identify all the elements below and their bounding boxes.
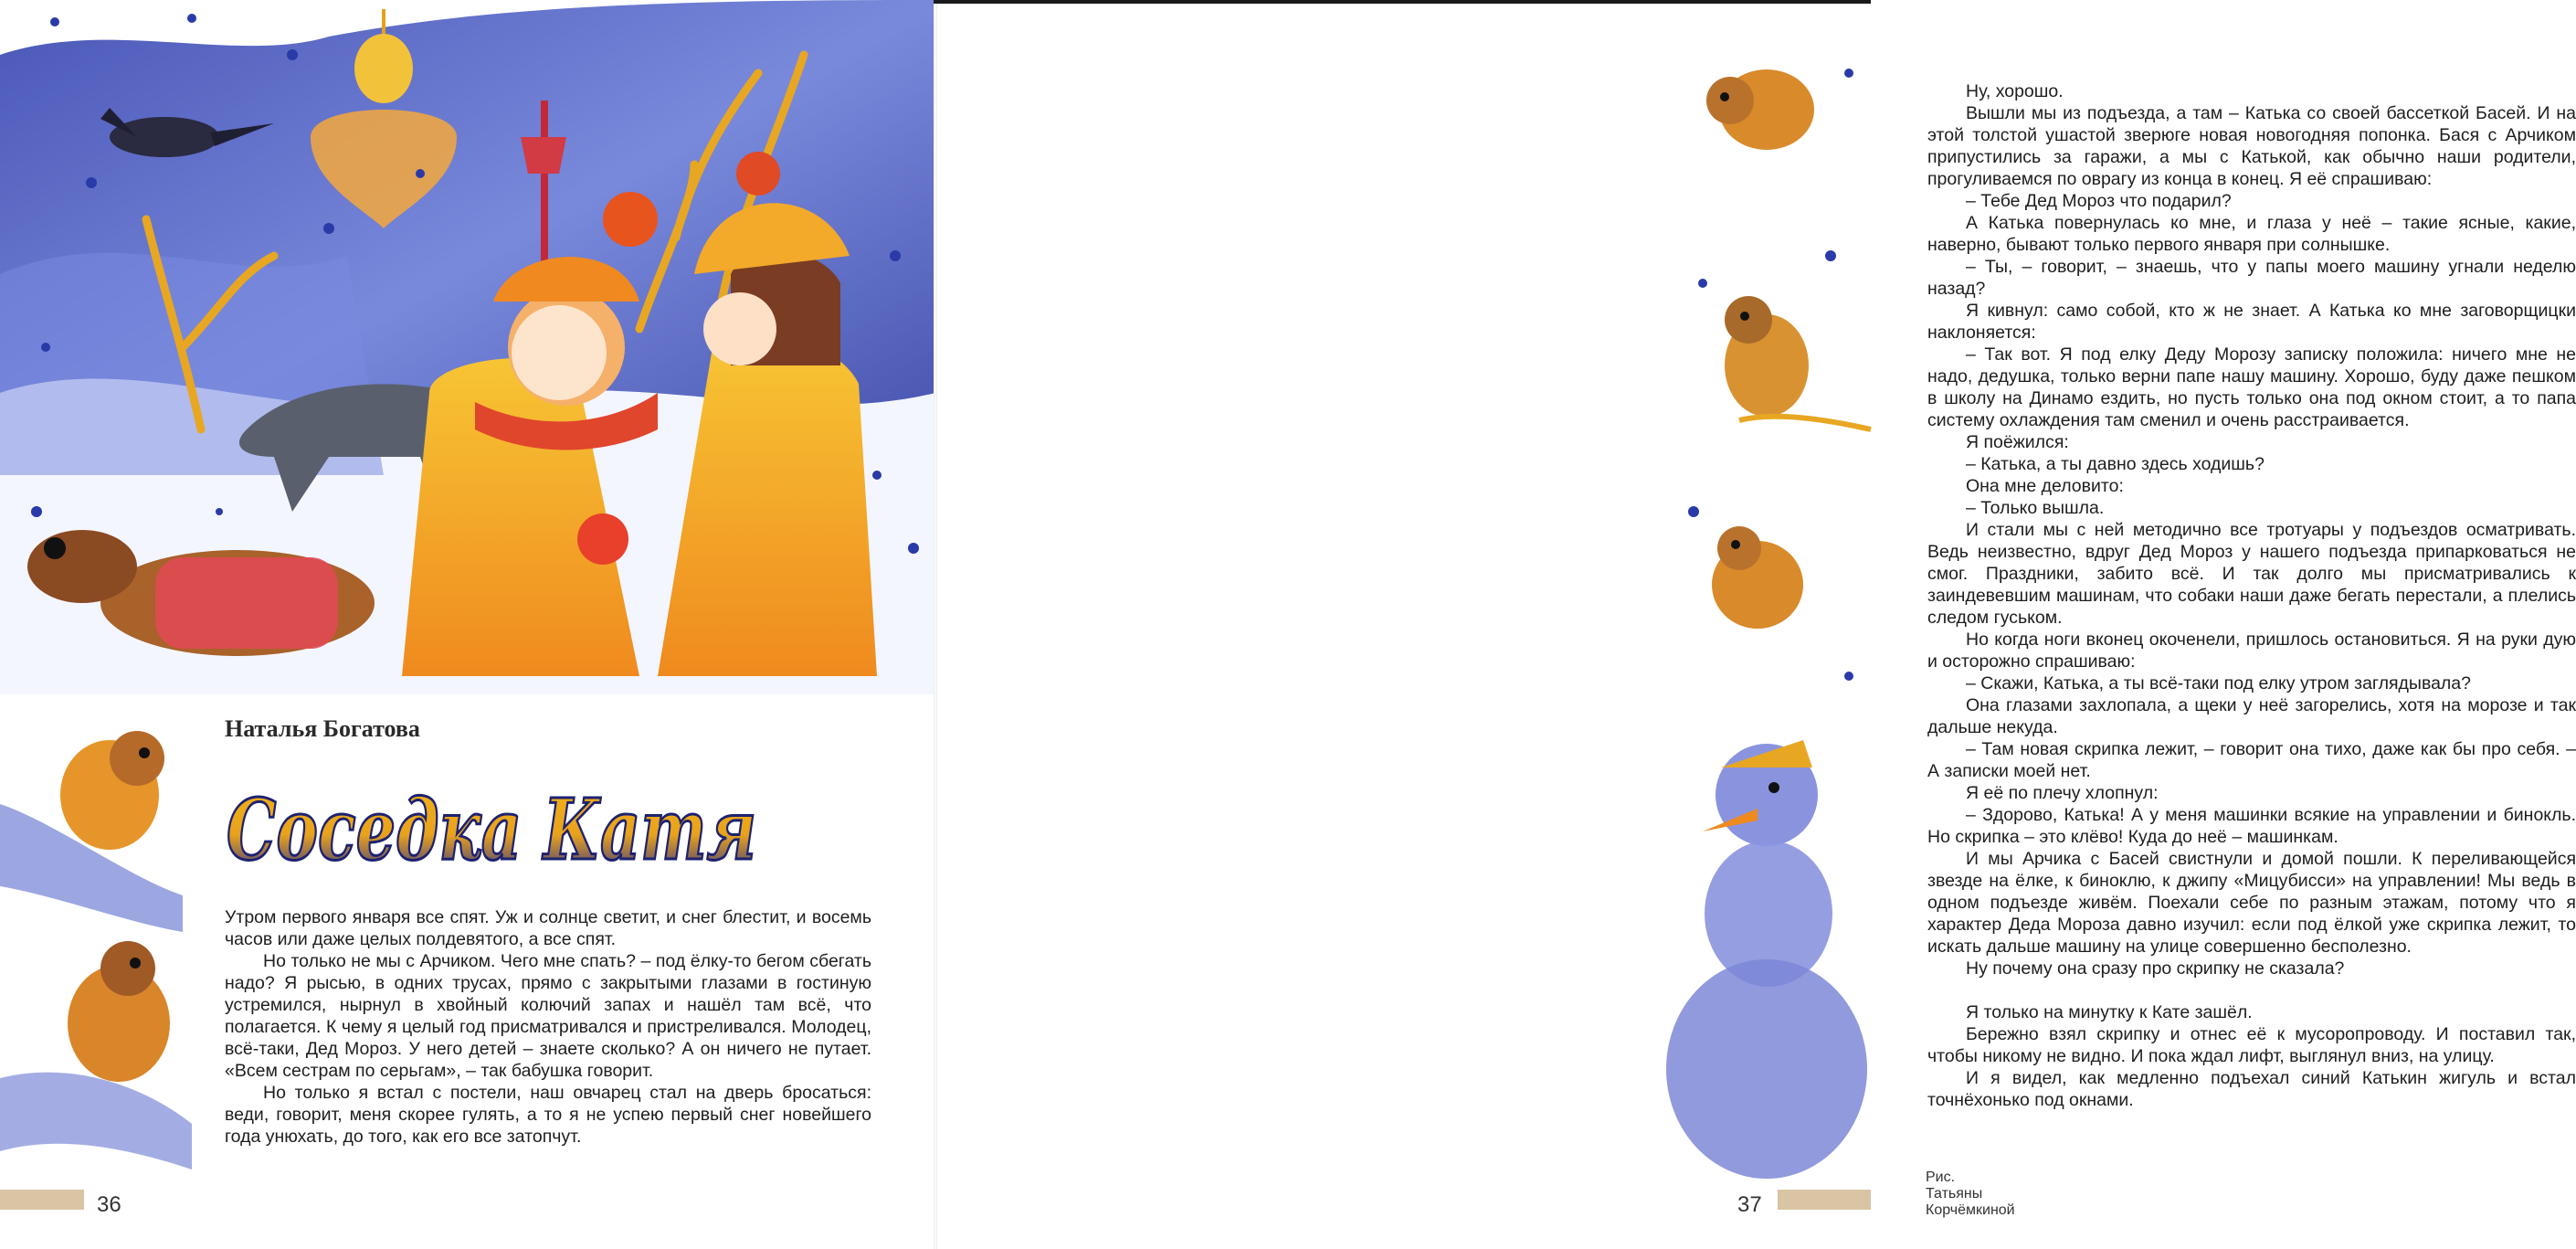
paragraph: – Катька, а ты давно здесь ходишь? [1966, 454, 2265, 474]
paragraph: Она глазами захлопала, а щеки у неё загорелись, хотя на морозе и так дальше некуда. [1927, 695, 2576, 737]
paragraph: – Здорово, Катька! А у меня машинки всякие на управлении и бинокль. Но скрипка – это клёво! Куда до неё – машинкам. [1927, 805, 2576, 847]
page-number-right: 37 [1737, 1192, 1762, 1217]
story-title [219, 758, 767, 895]
story-title-text: Соседка Катя [227, 780, 756, 879]
snowman [1666, 740, 1867, 1179]
page-tab-right [1778, 1190, 1871, 1210]
paragraph: Но только я встал с постели, наш овчарец стал на дверь бросаться: веди, говорит, меня скорее гулять, а то я не успею первый снег новейшего года унюхать, до того, как его все затопчут. [225, 1083, 871, 1147]
paragraph: Я её по плечу хлопнул: [1966, 783, 2159, 803]
winter-illustration [0, 0, 935, 694]
left-page [0, 0, 935, 1249]
author-name: Наталья Богатова [225, 715, 420, 742]
paragraph: Утром первого января все спят. Уж и солнце светит, и снег блестит, и восемь часов или даже целых полдевятого, а все спят. [225, 907, 871, 949]
robin-bird-lower [68, 941, 170, 1082]
paragraph: Ну почему она сразу про скрипку не сказала? [1966, 958, 2345, 979]
paragraph: – Так вот. Я под елку Деду Морозу записку положила: ничего мне не надо, дедушка, только верни папе нашу машину. Хорошо, буду даже пешком в школу на Динамо ездить, но пусть только она под окном стоит, а то папа систему охлаждения там сменил и очень расстраивается. [1927, 344, 2576, 430]
paragraph: Я поёжился: [1966, 432, 2069, 452]
left-body-text [225, 906, 871, 1148]
paragraph: Ну, хорошо. [1966, 81, 2064, 101]
sparrow-bird-2 [1725, 296, 1871, 429]
paragraph: Вышли мы из подъезда, а там – Катька со своей бассеткой Басей. И на этой толстой ушастой зверюге новая новогодняя попонка. Бася с Арчиком припустились за гаражи, а мы с Катькой, как обычно наши родители, прогуливаемся по оврагу из конца в конец. Я её спрашиваю: [1927, 103, 2576, 189]
paragraph: Но когда ноги вконец окоченели, пришлось остановиться. Я на руки дую и осторожно спрашиваю: [1927, 630, 2576, 672]
paragraph: Я кивнул: само собой, кто ж не знает. А Катька ко мне заговорщицки наклоняется: [1927, 301, 2576, 343]
paragraph: – Тебе Дед Мороз что подарил? [1966, 191, 2232, 211]
right-birds-decoration [1666, 37, 1871, 1188]
paragraph: Она мне деловито: [1966, 476, 2124, 496]
right-body-text [1927, 80, 2576, 1111]
paragraph: И я видел, как медленно подъехал синий Катькин жигуль и встал точнёхонько под окнами. [1927, 1068, 2576, 1110]
sparrow-bird-3 [1712, 526, 1803, 629]
sparrow-bird-1 [1706, 69, 1814, 150]
illustration-credit: Рис. Татьяны Корчёмкиной [1926, 1170, 2015, 1218]
paragraph: Бережно взял скрипку и отнес её к мусоропроводу. И поставил так, чтобы никому не видно. И пока ждал лифт, выглянул вниз, на улицу. [1927, 1024, 2576, 1066]
page-tab-left [0, 1190, 84, 1210]
paragraph: – Только вышла. [1966, 498, 2105, 518]
paragraph: И стали мы с ней методично все тротуары у подъездов осматривать. Ведь неизвестно, вдруг Дед Мороз у нашего подъезда припарковаться не смог. Праздники, забито всё. И так долго мы присматривались к заиндевевшим машинам, что собаки наши даже бегать перестали, а плелись следом гуськом. [1927, 520, 2576, 628]
paragraph: – Скажи, Катька, а ты всё-таки под елку утром заглядывала? [1966, 673, 2471, 693]
robin-bird-upper [60, 731, 164, 850]
paragraph: Я только на минутку к Кате зашёл. [1966, 1002, 2253, 1022]
paragraph: Но только не мы с Арчиком. Чего мне спать? – под ёлку-то бегом сбегать надо? Я рысью, в одних трусах, прямо с закрытыми глазами в гостиную устремился, нырнул в хвойный колючий запах и нашёл там всё, что полагается. К чему я целый год присматривался и пристреливался. Молодец, всё-таки, Дед Мороз. У него детей – знаете сколько? А он ничего не путает. «Всем сестрам по серьгам», – так бабушка говорит. [225, 951, 871, 1081]
paragraph: А Катька повернулась ко мне, и глаза у неё – такие ясные, какие, наверно, бывают только первого января при солнышке. [1927, 213, 2576, 255]
paragraph: – Ты, – говорит, – знаешь, что у папы моего машину угнали неделю назад? [1927, 257, 2576, 299]
paragraph: – Там новая скрипка лежит, – говорит она тихо, даже как бы про себя. – А записки моей нет. [1927, 739, 2576, 781]
page-number-left: 36 [97, 1192, 121, 1217]
left-birds-decoration [0, 694, 219, 1249]
paragraph: И мы Арчика с Басей свистнули и домой пошли. К переливающейся звезде на ёлке, к биноклю, к джипу «Мицубисси» на управлении! Мы ведь в одном подъезде живём. Поехали себе по разным этажам, потому что я характер Деда Мороза давно изучил: если под ёлкой уже скрипка лежит, то искать дальше машину на улице совершенно бесполезно. [1927, 849, 2576, 957]
